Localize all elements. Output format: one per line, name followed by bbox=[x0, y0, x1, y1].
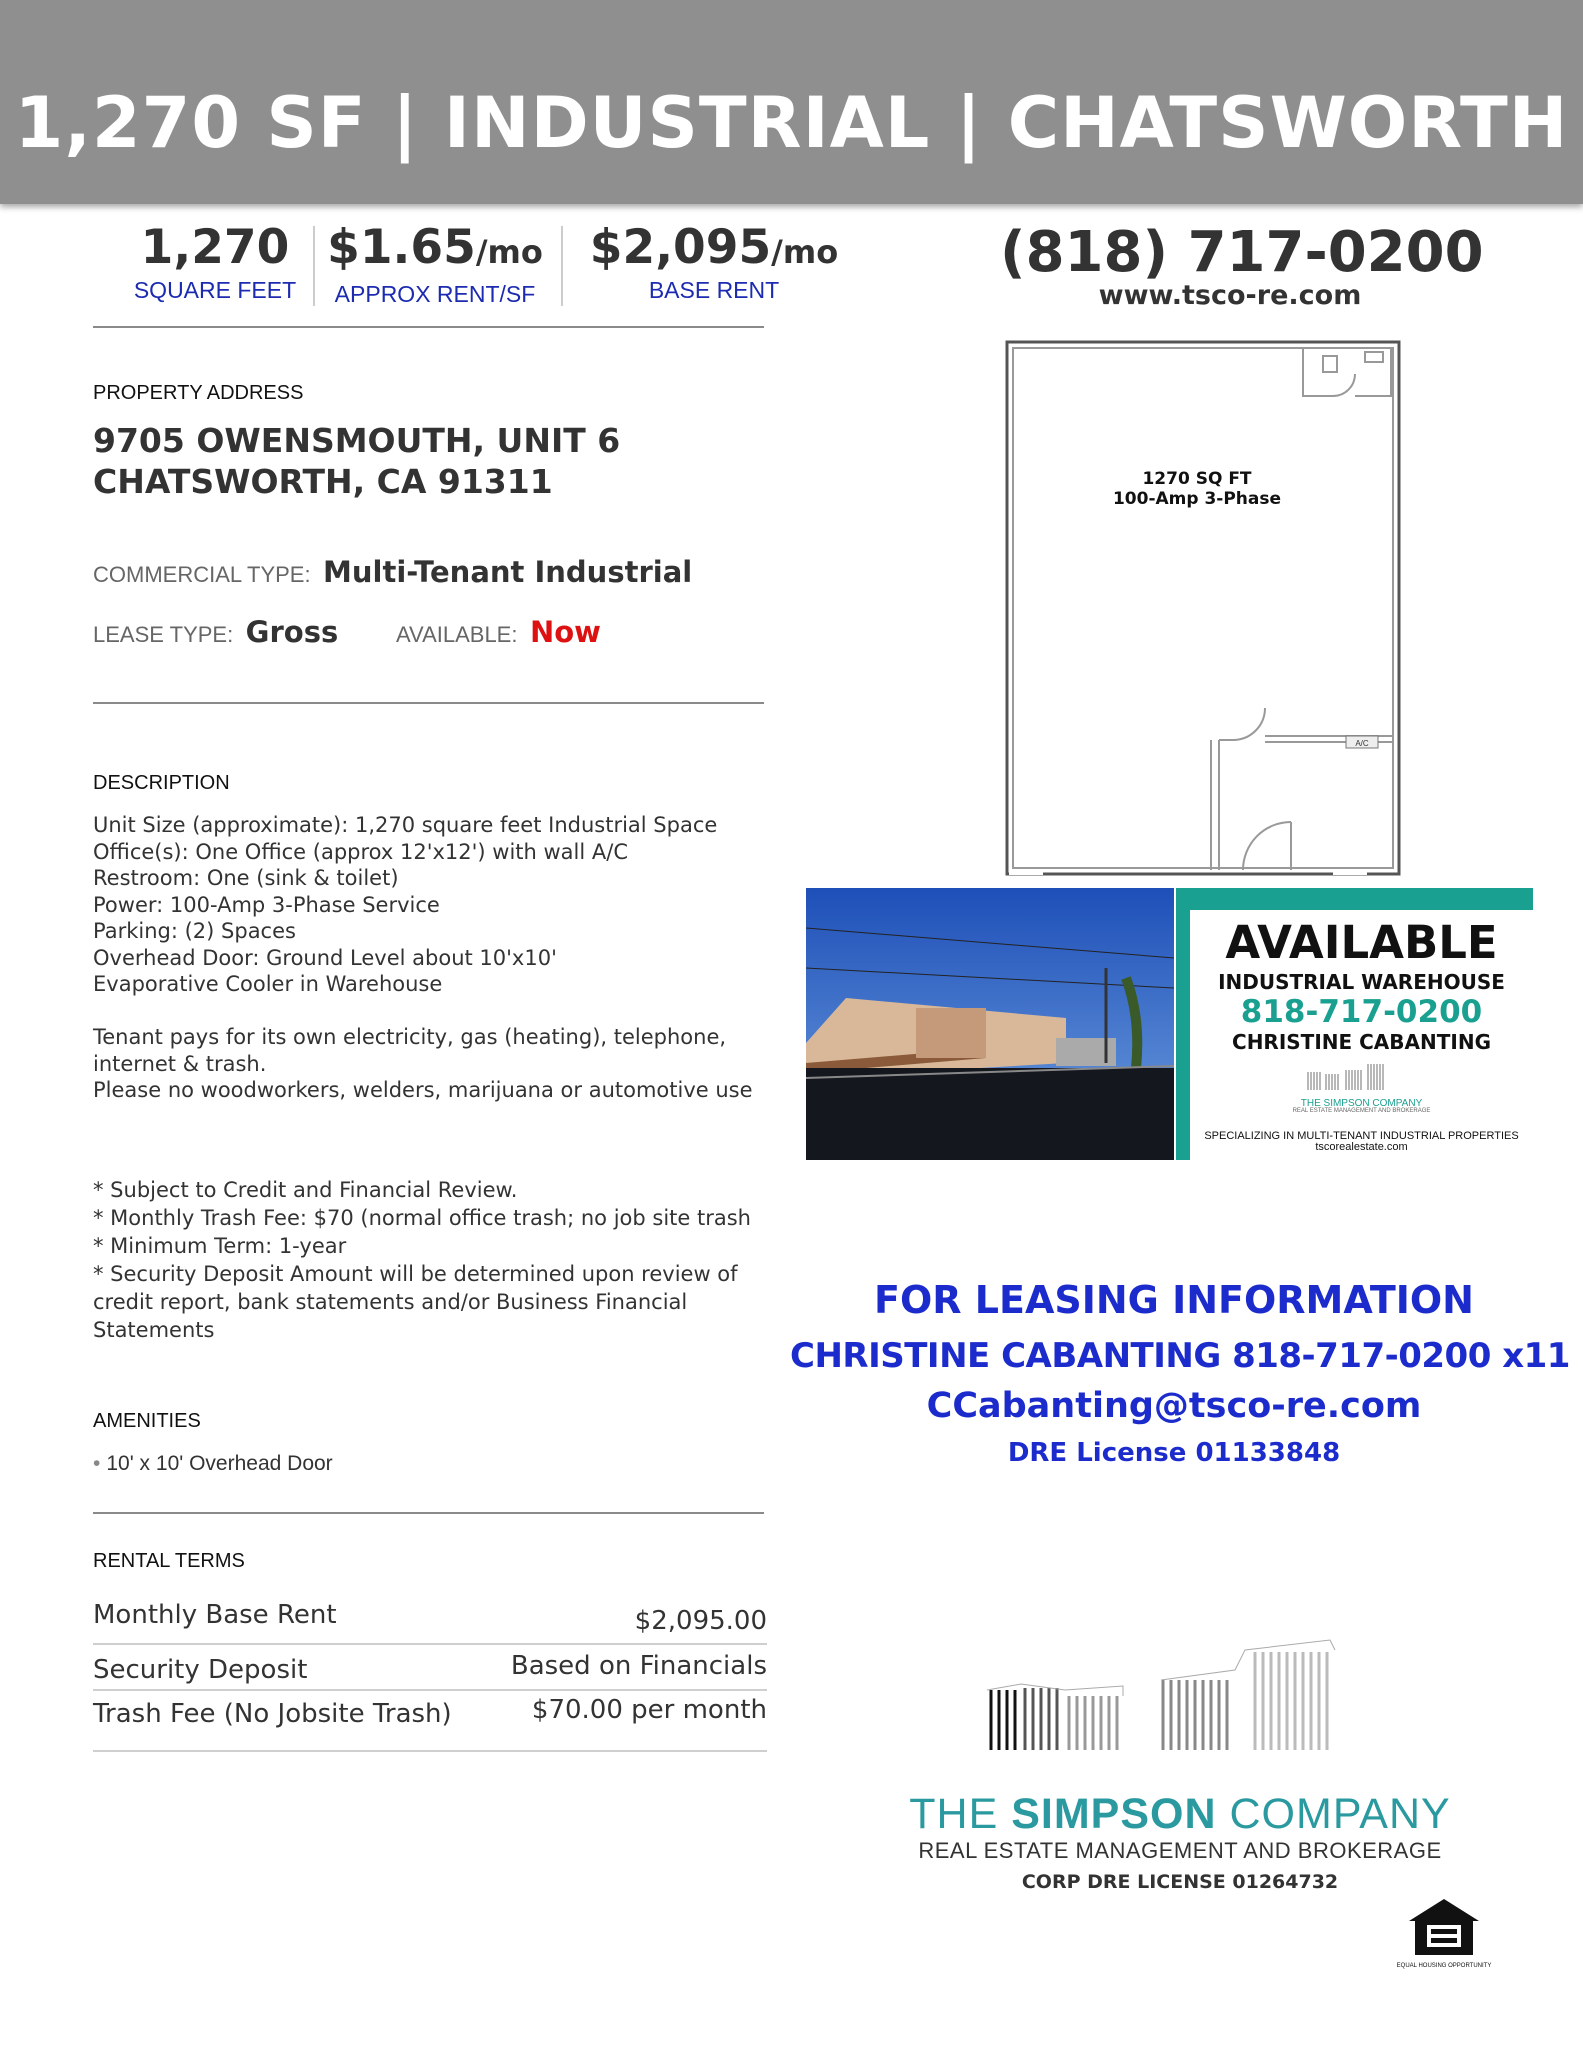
description-line: Parking: (2) Spaces bbox=[93, 919, 296, 943]
available-sign bbox=[1176, 888, 1533, 1160]
condition-line: credit report, bank statements and/or Business Financial bbox=[93, 1290, 688, 1314]
stat-rent-per-sf bbox=[325, 220, 545, 308]
leasing-heading: FOR LEASING INFORMATION bbox=[874, 1278, 1474, 1322]
leasing-agent[interactable]: CHRISTINE CABANTING 818-717-0200 x11 bbox=[790, 1336, 1570, 1376]
lease-type-label: LEASE TYPE: bbox=[93, 622, 234, 647]
description-line: Please no woodworkers, welders, marijuana or automotive use bbox=[93, 1078, 753, 1102]
stat-value: $1.65/mo bbox=[327, 220, 543, 275]
terms-value: $70.00 per month bbox=[531, 1695, 767, 1725]
terms-label: Security Deposit bbox=[93, 1655, 308, 1685]
stat-divider bbox=[313, 226, 315, 306]
floor-plan bbox=[1003, 338, 1403, 878]
address-line: 9705 OWENSMOUTH, UNIT 6 bbox=[93, 421, 621, 460]
floorplan-area-label: 1270 SQ FT bbox=[1142, 469, 1252, 489]
sign-agent: CHRISTINE CABANTING bbox=[1232, 1030, 1491, 1054]
amenities-label: AMENITIES bbox=[93, 1410, 201, 1432]
sign-subtitle: INDUSTRIAL WAREHOUSE bbox=[1218, 970, 1505, 994]
sign-phone: 818-717-0200 bbox=[1240, 994, 1483, 1030]
terms-value: Based on Financials bbox=[510, 1651, 767, 1681]
description-line: Evaporative Cooler in Warehouse bbox=[93, 972, 443, 996]
rental-terms-label: RENTAL TERMS bbox=[93, 1550, 245, 1572]
terms-divider bbox=[93, 1750, 767, 1752]
sign-stripe bbox=[1176, 888, 1533, 910]
lease-type-value: Gross bbox=[245, 615, 339, 649]
eho-text: EQUAL HOUSING OPPORTUNITY bbox=[1396, 1963, 1492, 1969]
availability bbox=[396, 615, 601, 649]
ac-label: A/C bbox=[1355, 739, 1369, 748]
condition-line: * Monthly Trash Fee: $70 (normal office trash; no job site trash bbox=[93, 1206, 751, 1230]
condition-line: Statements bbox=[93, 1318, 215, 1342]
sign-title: AVAILABLE bbox=[1225, 916, 1498, 969]
stat-base-rent bbox=[575, 220, 853, 304]
terms-label: Monthly Base Rent bbox=[93, 1600, 337, 1630]
tenant-notes bbox=[93, 1024, 753, 1104]
sign-tagline: SPECIALIZING IN MULTI-TENANT INDUSTRIAL PROPERTIES bbox=[1204, 1130, 1519, 1142]
leasing-email[interactable]: CCabanting@tsco-re.com bbox=[926, 1386, 1422, 1426]
sign-stripe bbox=[1176, 888, 1190, 1160]
condition-line: * Minimum Term: 1-year bbox=[93, 1234, 347, 1258]
stat-value: 1,270 bbox=[140, 220, 290, 275]
condition-line: * Security Deposit Amount will be determined upon review of bbox=[93, 1262, 738, 1286]
description-line: Office(s): One Office (approx 12'x12') with wall A/C bbox=[93, 839, 628, 864]
sign-url: tscorealestate.com bbox=[1315, 1141, 1408, 1153]
address-label: PROPERTY ADDRESS bbox=[93, 382, 304, 404]
description-label: DESCRIPTION bbox=[93, 772, 230, 794]
terms-row bbox=[93, 1645, 767, 1689]
divider bbox=[93, 702, 764, 704]
available-value: Now bbox=[529, 615, 601, 649]
description-line: Power: 100-Amp 3-Phase Service bbox=[93, 892, 440, 917]
lease-type bbox=[93, 615, 338, 649]
terms-value: $2,095.00 bbox=[634, 1606, 767, 1636]
description-line: internet & trash. bbox=[93, 1051, 267, 1076]
stat-label: BASE RENT bbox=[648, 277, 780, 303]
commercial-type bbox=[93, 555, 692, 589]
description-line: Restroom: One (sink & toilet) bbox=[93, 866, 399, 890]
terms-row bbox=[93, 1691, 767, 1735]
description-line: Tenant pays for its own electricity, gas (heating), telephone, bbox=[93, 1025, 727, 1049]
simpson-company-logo-icon bbox=[985, 1640, 1385, 1750]
sign-company: THE SIMPSON COMPANY bbox=[1300, 1098, 1423, 1109]
property-address bbox=[93, 420, 620, 502]
page-title: 1,270 SF | INDUSTRIAL | CHATSWORTH bbox=[14, 82, 1569, 164]
description-line: Overhead Door: Ground Level about 10'x10' bbox=[93, 945, 557, 970]
sign-company-sub: REAL ESTATE MANAGEMENT AND BROKERAGE bbox=[1292, 1108, 1431, 1114]
amenity-item: • 10' x 10' Overhead Door bbox=[93, 1452, 333, 1475]
description-line: Unit Size (approximate): 1,270 square feet Industrial Space bbox=[93, 813, 718, 837]
stat-divider bbox=[561, 226, 563, 306]
description-body bbox=[93, 812, 717, 998]
building-photo bbox=[806, 888, 1174, 1160]
condition-line: * Subject to Credit and Financial Review. bbox=[93, 1178, 518, 1202]
terms-row bbox=[93, 1590, 767, 1642]
company-logo-icon bbox=[1306, 1060, 1406, 1096]
leasing-license: DRE License 01133848 bbox=[1007, 1438, 1341, 1468]
available-label: AVAILABLE: bbox=[396, 622, 518, 647]
header-website[interactable]: www.tsco-re.com bbox=[1098, 280, 1362, 311]
stat-label: SQUARE FEET bbox=[133, 277, 297, 303]
equal-housing-icon bbox=[1396, 1895, 1492, 1980]
header-phone[interactable]: (818) 717-0200 bbox=[1000, 220, 1484, 285]
title-banner bbox=[0, 0, 1583, 204]
divider bbox=[93, 326, 764, 328]
company-subtitle: REAL ESTATE MANAGEMENT AND BROKERAGE bbox=[918, 1838, 1442, 1863]
address-line: CHATSWORTH, CA 91311 bbox=[93, 462, 553, 501]
commercial-type-label: COMMERCIAL TYPE: bbox=[93, 562, 311, 587]
corp-license: CORP DRE LICENSE 01264732 bbox=[1021, 1871, 1339, 1893]
divider bbox=[93, 1512, 764, 1514]
stat-label: APPROX RENT/SF bbox=[334, 281, 536, 307]
terms-label: Trash Fee (No Jobsite Trash) bbox=[93, 1699, 452, 1729]
stat-value: $2,095/mo bbox=[589, 220, 839, 275]
floorplan-power-label: 100-Amp 3-Phase bbox=[1112, 489, 1282, 509]
lease-conditions bbox=[93, 1176, 751, 1344]
stat-square-feet bbox=[130, 220, 300, 304]
commercial-type-value: Multi-Tenant Industrial bbox=[323, 555, 693, 589]
company-name: THE SIMPSON COMPANY bbox=[909, 1790, 1451, 1838]
